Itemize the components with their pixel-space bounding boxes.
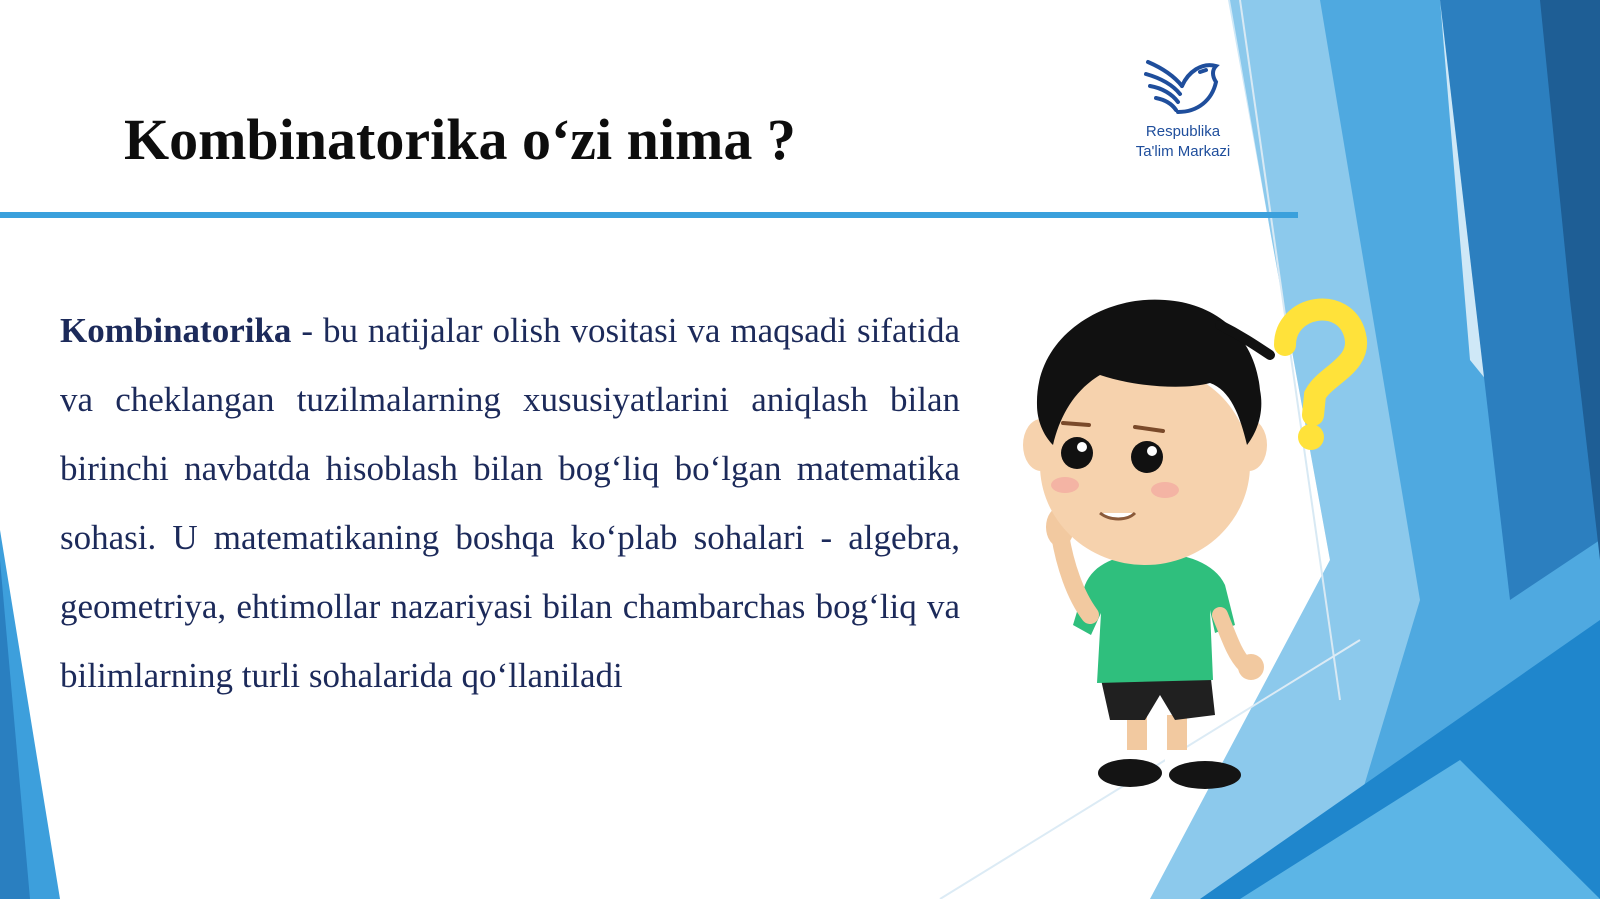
bird-icon xyxy=(1142,50,1224,122)
definition-term: Kombinatorika xyxy=(60,311,292,350)
thinking-boy-illustration xyxy=(1015,295,1395,815)
slide-title: Kombinatorika o‘zi nima ? xyxy=(124,107,796,172)
organization-logo xyxy=(1118,50,1248,162)
question-mark-icon xyxy=(1285,310,1356,450)
title-divider xyxy=(0,212,1298,218)
logo-line-2: Ta'lim Markazi xyxy=(1135,143,1231,160)
definition-paragraph xyxy=(60,296,960,710)
logo-line-1: Respublika xyxy=(1145,123,1221,140)
definition-text: - bu natijalar olish vositasi va maqsadi sifatida va cheklangan tuzilmalarning xususiyatlarini aniqlash bilan birinchi navbatda hisoblash bilan bog‘liq bo‘lgan matematika sohasi. U matematikaning boshqa ko‘plab sohalari - algebra, geometriya, ehtimollar nazariyasi bilan chambarchas bog‘liq va bilimlarning turli sohalarida qo‘llaniladi xyxy=(60,311,960,695)
